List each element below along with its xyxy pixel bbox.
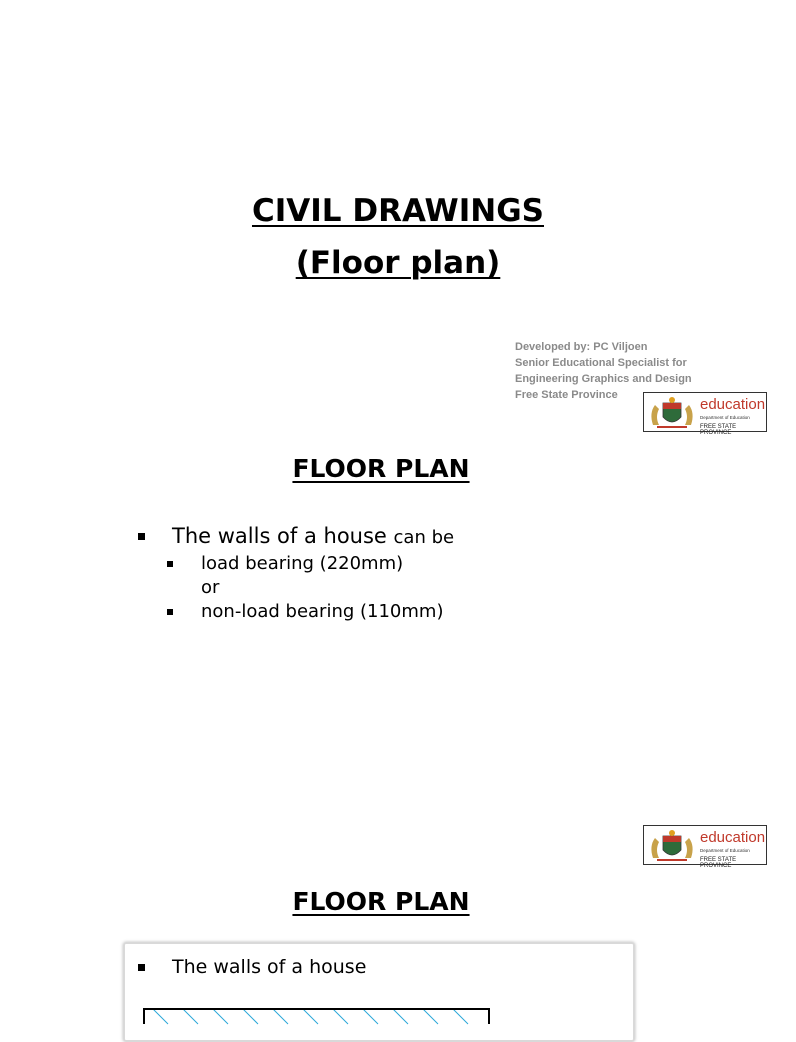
sub-bullet-square-icon [167, 609, 173, 615]
slide2-heading: FLOOR PLAN [292, 454, 470, 483]
wall-hatch-drawing [143, 1008, 491, 1024]
bullet-square-icon [138, 533, 145, 540]
sub-bullet-1: load bearing (220mm) [201, 553, 404, 574]
or-text: or [201, 577, 220, 598]
slide-title-line2: (Floor plan) [295, 245, 501, 281]
sub-bullet-square-icon [167, 561, 173, 567]
logo-department: Department of Education [700, 415, 750, 420]
credit-line: Engineering Graphics and Design [515, 373, 692, 385]
sub-bullet-2: non-load bearing (110mm) [201, 601, 444, 622]
credit-line: Developed by: PC Viljoen [515, 341, 648, 353]
bullet-square-icon [138, 964, 145, 971]
education-logo [643, 392, 767, 436]
bullet-main [172, 524, 454, 548]
bullet-main-suffix: can be [393, 527, 455, 548]
logo-department: Department of Education [700, 848, 750, 853]
logo-word: education [700, 396, 766, 413]
logo-province: FREE STATE PROVINCE [700, 857, 737, 869]
coat-of-arms-icon [647, 395, 697, 431]
logo-province: FREE STATE PROVINCE [700, 424, 737, 436]
logo-word: education [700, 829, 766, 846]
coat-of-arms-icon [647, 828, 697, 864]
credit-line: Free State Province [515, 389, 618, 401]
education-logo [643, 825, 767, 869]
bullet-main-text: The walls of a house [172, 524, 394, 548]
slide-title-line1: CIVIL DRAWINGS [251, 193, 544, 229]
slide3-bullet: The walls of a house [172, 956, 367, 978]
credit-line: Senior Educational Specialist for [515, 357, 687, 369]
slide3-heading: FLOOR PLAN [292, 887, 470, 916]
